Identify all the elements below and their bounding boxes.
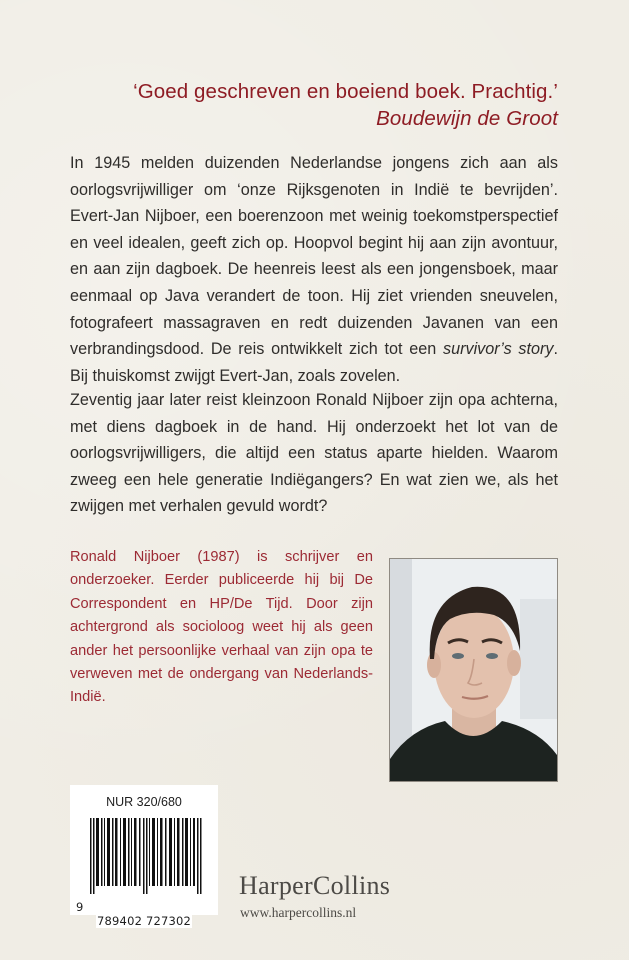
author-portrait-icon [390, 559, 557, 781]
isbn-digits: 789402 727302 [97, 914, 192, 928]
barcode-icon [90, 818, 202, 894]
publisher-logo: HarperCollins [239, 871, 391, 900]
isbn-number [72, 886, 212, 942]
blurb-p1-text-a: In 1945 melden duizenden Nederlandse jongens zich aan als oorlogsvrijwilliger om ‘onze Rijksgenoten in Indië te bevrijden’. Evert-Jan Nijboer, een boerenzoon met weinig toekomstperspectief en veel idealen, geeft zich op. Hoopvol begint hij aan zijn avontuur, en aan zijn dagboek. De heenreis leest als een jongensboek, maar eenmaal op Java verandert de toon. Hij ziet vrienden sneuvelen, fotografeert massagraven en redt duizenden Javanen van een verbrandingsdood. De reis ontwikkelt zich tot een [70, 154, 558, 359]
review-quote [80, 78, 558, 132]
blurb-paragraph-1 [70, 150, 558, 389]
blurb-paragraph-2 [70, 387, 558, 520]
blurb-p1-italic: survivor’s story [443, 340, 554, 359]
quote-text: ‘Goed geschreven en boeiend boek. Prachtig.’ [133, 80, 558, 103]
barcode-label [70, 785, 218, 928]
author-photo [389, 558, 558, 782]
isbn-first-digit: 9 [76, 900, 84, 914]
blurb-p2-text: Zeventig jaar later reist kleinzoon Ronald Nijboer zijn opa achterna, met diens dagboek in de hand. Hij onderzoekt het lot van de oorlogsvrijwilligers, die altijd een status aparte hielden. Waarom zweeg een hele generatie Indiëgangers? En wat zien we, als het zwijgen met verhalen gevuld wordt? [70, 391, 558, 516]
publisher-website: www.harpercollins.nl [240, 905, 357, 920]
blurb-p1-text-b: . Bij thuiskomst zwijgt Evert-Jan, zoals zovelen. [70, 340, 558, 385]
author-bio: Ronald Nijboer (1987) is schrijver en onderzoeker. Eerder publiceerde hij bij De Correspondent en HP/De Tijd. Door zijn achtergrond als socioloog weet hij als geen ander het persoonlijke verhaal van zijn opa te verweven met de ondergang van Nederlands-Indië. [70, 549, 373, 706]
nur-code: NUR 320/680 [106, 795, 182, 809]
quote-attribution: Boudewijn de Groot [376, 107, 558, 130]
